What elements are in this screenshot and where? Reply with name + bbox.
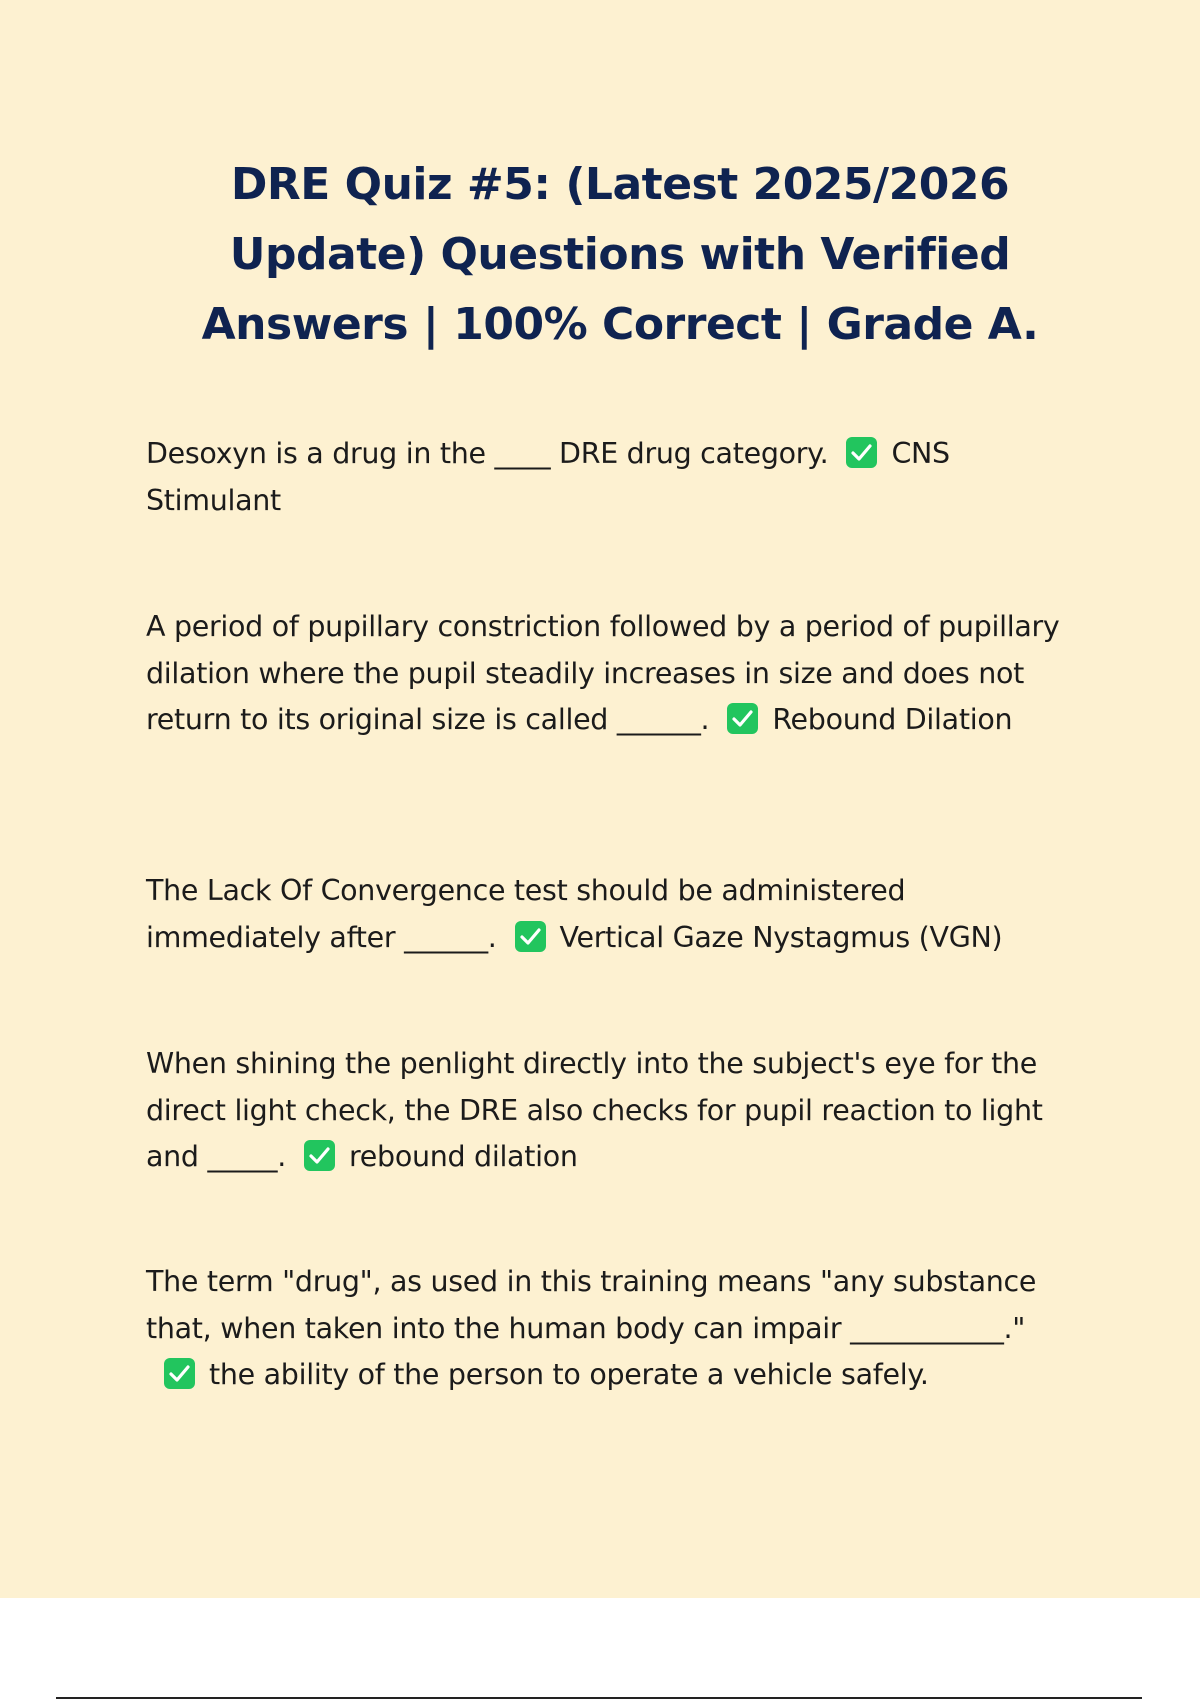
answer-text: Rebound Dilation <box>772 703 1013 736</box>
check-mark-icon <box>727 703 758 734</box>
answer-text: rebound dilation <box>349 1140 578 1173</box>
question-text: A period of pupillary constriction followed by a period of pupillary dilation where the pupil steadily increases in size and does not return to its original size is called ______. <box>146 610 1060 736</box>
quiz-item-1 <box>146 431 1076 524</box>
answer-text: CNS Stimulant <box>146 437 950 517</box>
check-mark-icon <box>846 437 877 468</box>
footer-divider <box>56 1697 1142 1699</box>
check-mark-icon <box>515 921 546 952</box>
answer-text: the ability of the person to operate a vehicle safely. <box>209 1358 929 1391</box>
quiz-item-4 <box>146 1041 1076 1181</box>
check-mark-icon <box>164 1358 195 1389</box>
check-mark-icon <box>304 1140 335 1171</box>
quiz-item-3 <box>146 868 1076 961</box>
question-text: The Lack Of Convergence test should be administered immediately after ______. <box>146 874 906 954</box>
quiz-item-5 <box>146 1259 1076 1399</box>
question-text: When shining the penlight directly into the subject's eye for the direct light check, the DRE also checks for pupil reaction to light and _____. <box>146 1047 1043 1173</box>
document-title: DRE Quiz #5: (Latest 2025/2026 Update) Questions with Verified Answers | 100% Correct | Grade A. <box>201 159 1039 350</box>
answer-text: Vertical Gaze Nystagmus (VGN) <box>559 920 1003 954</box>
quiz-item-2 <box>146 604 1076 744</box>
question-text: The term "drug", as used in this training means "any substance that, when taken into the human body can impair ___________." <box>146 1265 1037 1345</box>
question-text: Desoxyn is a drug in the ____ DRE drug category. <box>146 437 829 470</box>
